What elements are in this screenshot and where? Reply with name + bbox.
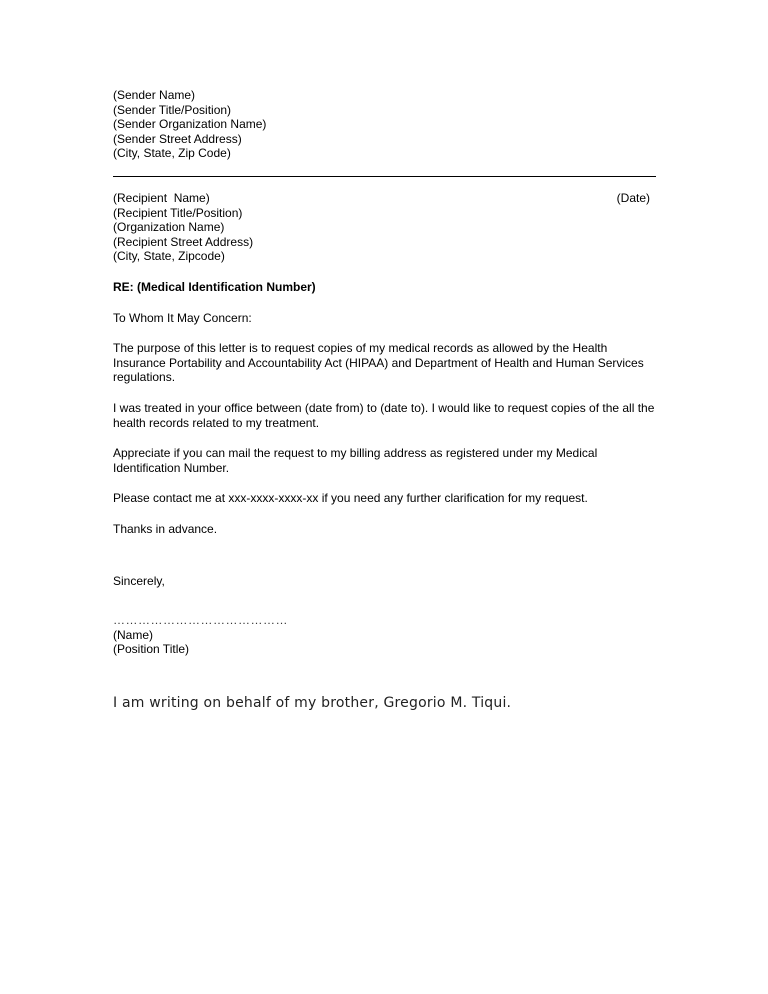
greeting: To Whom It May Concern:: [113, 310, 252, 325]
sender-name: (Sender Name): [113, 88, 196, 102]
signature-line: ……………………………………: [113, 613, 288, 628]
paragraph-mailing: Appreciate if you can mail the request to my billing address as registered under my Medical Identification Number.: [113, 446, 598, 475]
sender-city: (City, State, Zip Code): [113, 146, 231, 161]
header-divider: [113, 176, 656, 177]
recipient-name: (Recipient Name): [113, 190, 210, 205]
letter-date: (Date): [616, 190, 650, 205]
recipient-city: (City, State, Zipcode): [113, 249, 225, 264]
recipient-title: (Recipient Title/Position): [113, 205, 243, 220]
thanks-line: Thanks in advance.: [113, 521, 218, 536]
paragraph-treatment: I was treated in your office between (date from) to (date to). I would like to request copies of the all the health records related to my treatment.: [113, 400, 655, 430]
signer-position: (Position Title): [113, 642, 190, 657]
closing: Sincerely,: [113, 574, 165, 589]
sender-title: (Sender Title/Position): [113, 102, 232, 117]
recipient-block: [113, 191, 656, 264]
re-line: RE: (Medical Identification Number): [113, 279, 316, 294]
signer-name: (Name): [113, 627, 154, 642]
recipient-street: (Recipient Street Address): [113, 234, 254, 249]
recipient-organization: (Organization Name): [113, 220, 225, 235]
paragraph-contact: Please contact me at xxx-xxxx-xxxx-xx if you need any further clarification for my request.: [113, 491, 588, 506]
handwritten-note: I am writing on behalf of my brother, Gregorio M. Tiqui.: [113, 695, 512, 711]
sender-block: [113, 88, 656, 161]
letter-body: [113, 88, 656, 657]
sender-street: (Sender Street Address): [113, 131, 242, 146]
paragraph-purpose: The purpose of this letter is to request copies of my medical records as allowed by the Health Insurance Portability and Accountability Act (HIPAA) and Department of Health and Human Services regulations.: [113, 341, 644, 385]
sender-organization: (Sender Organization Name): [113, 117, 267, 132]
